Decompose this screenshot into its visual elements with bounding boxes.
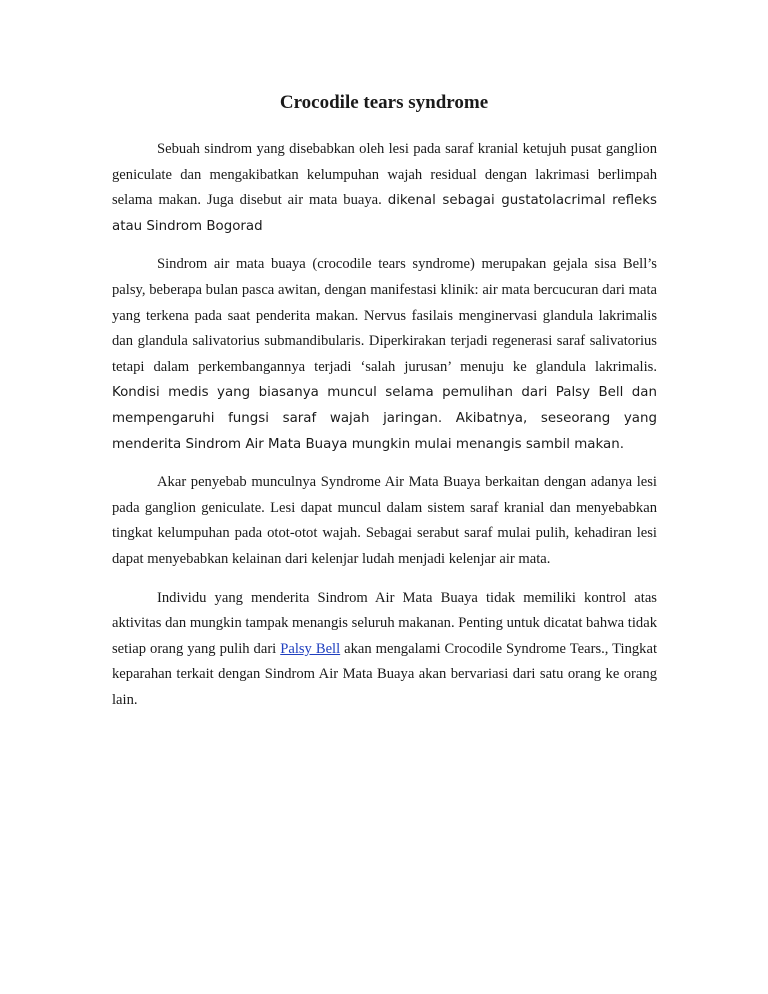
paragraph-2 <box>112 252 657 457</box>
paragraph-4-before: Individu yang menderita Sindrom Air Mata Buaya tidak memiliki kontrol atas aktivitas dan mungkin tampak menangis seluruh makanan. Penting untuk dicatat bahwa tidak setiap orang yang pulih dari <box>112 589 657 657</box>
palsy-bell-link[interactable]: Palsy Bell <box>280 640 341 657</box>
paragraph-1-sans: dikenal sebagai gustatolacrimal refleks atau Sindrom Bogorad <box>112 193 657 234</box>
paragraph-4 <box>112 586 657 714</box>
document-title: Crocodile tears syndrome <box>279 92 489 113</box>
paragraph-4-after: akan mengalami Crocodile Syndrome Tears., Tingkat keparahan terkait dengan Sindrom Air Mata Buaya akan bervariasi dari satu orang ke orang lain. <box>112 640 658 708</box>
paragraph-1-serif: Sebuah sindrom yang disebabkan oleh lesi pada saraf kranial ketujuh pusat ganglion geniculate dan mengakibatkan kelumpuhan wajah residual dengan lakrimasi berlimpah selama makan. Juga disebut air mata buaya. <box>112 141 657 209</box>
paragraph-2-serif: Sindrom air mata buaya (crocodile tears syndrome) merupakan gejala sisa Bell’s palsy, beberapa bulan pasca awitan, dengan manifestasi klinik: air mata bercucuran dari mata yang terkena pada saat penderita makan. Nervus fasilais menginervasi glandula lakrimalis dan glandula salivatorius submandibularis. Diperkirakan terjadi regenerasi saraf salivatorius tetapi dalam perkembangannya terjadi ‘salah jurusan’ menuju ke glandula lakrimalis. <box>112 256 657 375</box>
paragraph-1 <box>112 137 657 239</box>
document-body <box>112 137 657 713</box>
paragraph-2-sans: Kondisi medis yang biasanya muncul selama pemulihan dari Palsy Bell dan mempengaruhi fungsi saraf wajah jaringan. Akibatnya, seseorang yang menderita Sindrom Air Mata Buaya mungkin mulai menangis sambil makan. <box>112 385 657 452</box>
paragraph-3: Akar penyebab munculnya Syndrome Air Mata Buaya berkaitan dengan adanya lesi pada ganglion geniculate. Lesi dapat muncul dalam sistem saraf kranial dan menyebabkan tingkat kelumpuhan pada otot-otot wajah. Sebagai serabut saraf mulai pulih, kehadiran lesi dapat menyebabkan kelainan dari kelenjar ludah menjadi kelenjar air mata. <box>112 474 657 567</box>
